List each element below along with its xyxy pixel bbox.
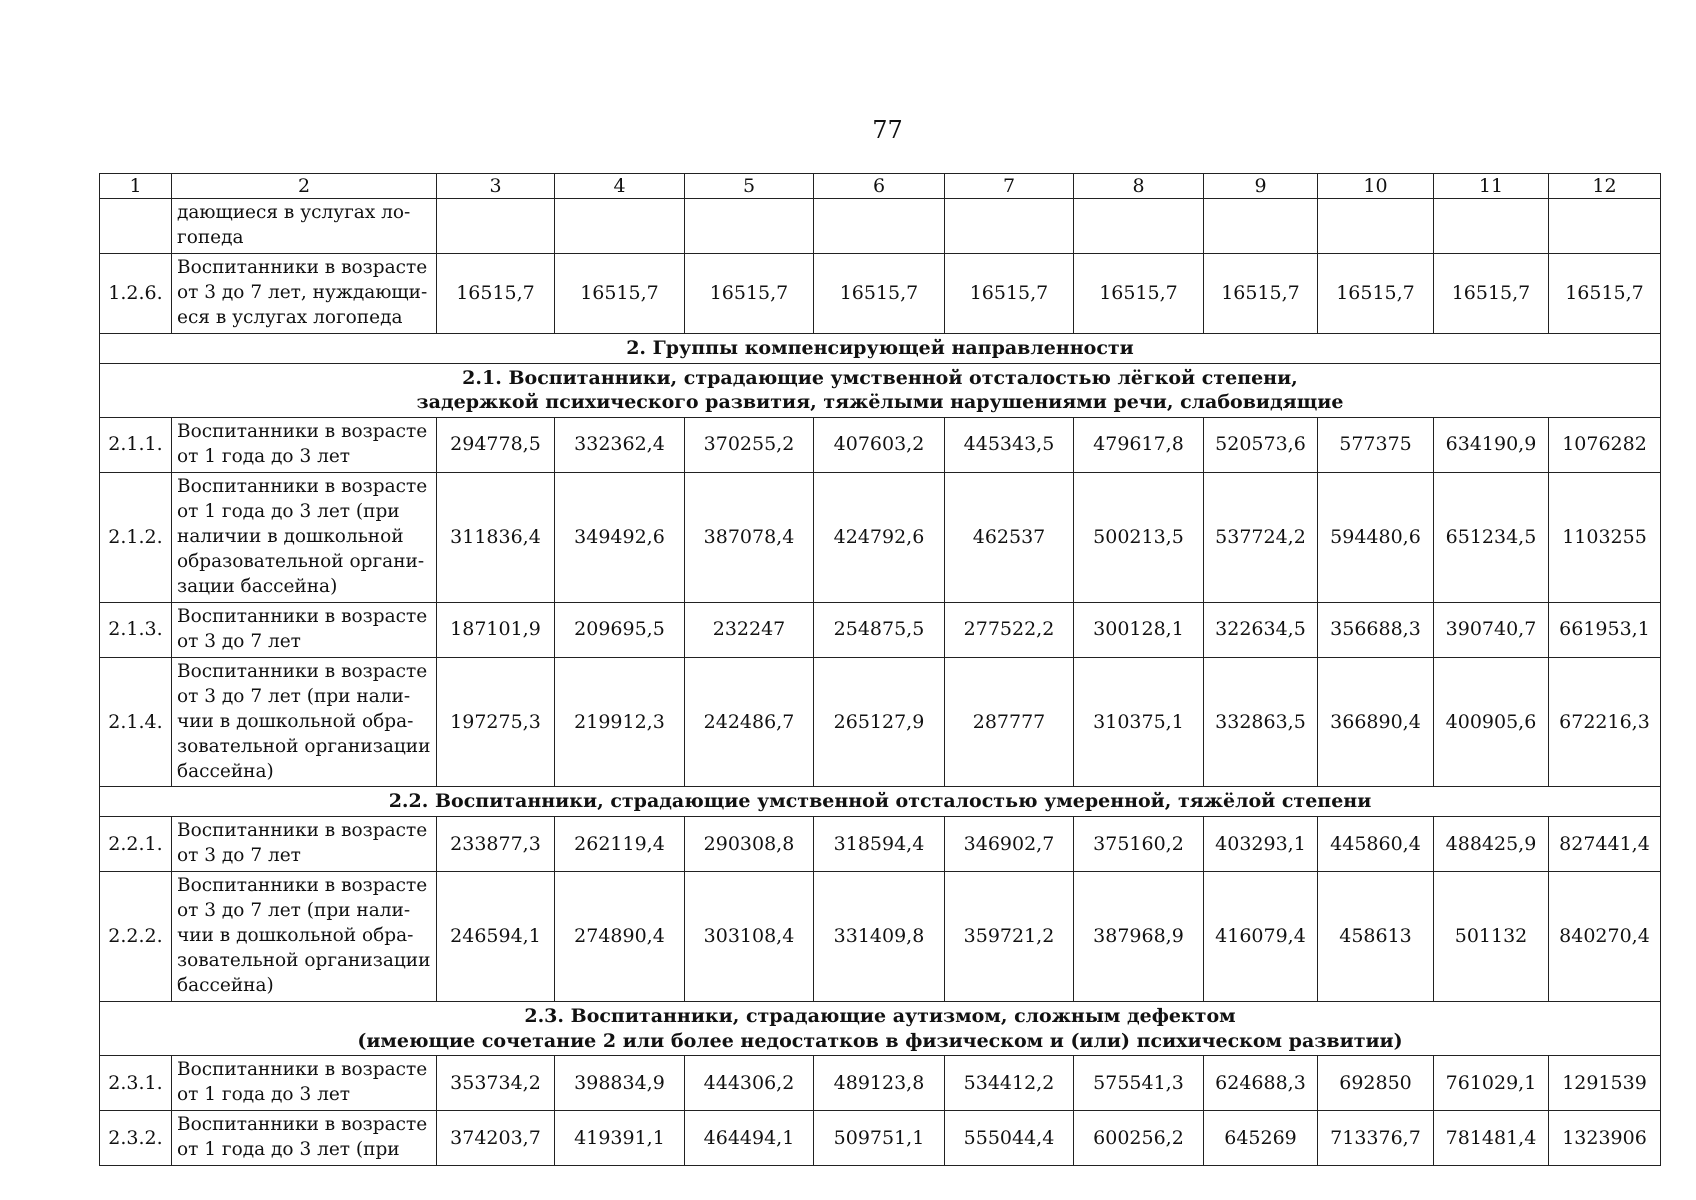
table-row [100, 657, 1661, 787]
table-row [100, 417, 1661, 472]
table-row [100, 817, 1661, 872]
row-code: 2.1.1. [100, 417, 172, 472]
description-line: гопеда [177, 226, 244, 248]
value-cell: 464494,1 [685, 1111, 814, 1166]
value-cell: 501132 [1434, 872, 1549, 1002]
value-cell: 594480,6 [1318, 472, 1434, 602]
value-cell: 761029,1 [1434, 1056, 1549, 1111]
value-cell: 445343,5 [945, 417, 1074, 472]
column-number: 6 [814, 174, 945, 199]
row-description [172, 817, 437, 872]
row-code: 2.1.4. [100, 657, 172, 787]
value-cell: 16515,7 [945, 253, 1074, 333]
value-cell: 534412,2 [945, 1056, 1074, 1111]
value-cell: 274890,4 [555, 872, 685, 1002]
value-cell: 232247 [685, 602, 814, 657]
description-line: от 3 до 7 лет, нуждающи- [177, 281, 428, 303]
table-row [100, 253, 1661, 333]
value-cell: 322634,5 [1204, 602, 1318, 657]
description-line: Воспитанники в возрасте [177, 475, 428, 497]
value-cell: 390740,7 [1434, 602, 1549, 657]
value-cell: 1103255 [1549, 472, 1661, 602]
value-cell: 500213,5 [1074, 472, 1204, 602]
description-line: от 3 до 7 лет (при нали- [177, 900, 411, 922]
value-cell: 300128,1 [1074, 602, 1204, 657]
row-code: 2.3.2. [100, 1111, 172, 1166]
value-cell: 387078,4 [685, 472, 814, 602]
value-cell: 488425,9 [1434, 817, 1549, 872]
value-cell: 16515,7 [555, 253, 685, 333]
value-cell: 827441,4 [1549, 817, 1661, 872]
value-cell: 331409,8 [814, 872, 945, 1002]
column-number: 9 [1204, 174, 1318, 199]
section-heading [100, 363, 1661, 417]
value-cell: 387968,9 [1074, 872, 1204, 1002]
row-description [172, 1111, 437, 1166]
description-line: дающиеся в услугах ло- [177, 202, 411, 223]
page-number: 77 [872, 116, 903, 144]
description-line: от 3 до 7 лет [177, 845, 301, 867]
value-cell: 1291539 [1549, 1056, 1661, 1111]
value-cell: 416079,4 [1204, 872, 1318, 1002]
value-cell: 187101,9 [437, 602, 555, 657]
value-cell: 419391,1 [555, 1111, 685, 1166]
value-cell: 303108,4 [685, 872, 814, 1002]
row-description [172, 657, 437, 787]
table-row [100, 472, 1661, 602]
description-line: от 1 года до 3 лет [177, 1084, 351, 1106]
value-cell: 356688,3 [1318, 602, 1434, 657]
value-cell: 242486,7 [685, 657, 814, 787]
row-description [172, 253, 437, 333]
value-cell: 277522,2 [945, 602, 1074, 657]
row-code: 1.2.6. [100, 253, 172, 333]
value-cell: 346902,7 [945, 817, 1074, 872]
description-line: бассейна) [177, 760, 274, 782]
row-description [172, 1056, 437, 1111]
column-number: 10 [1318, 174, 1434, 199]
value-cell: 233877,3 [437, 817, 555, 872]
value-cell: 840270,4 [1549, 872, 1661, 1002]
row-description [172, 472, 437, 602]
section-heading-line: 2.3. Воспитанники, страдающие аутизмом, сложным дефектом [524, 1004, 1236, 1027]
value-cell: 577375 [1318, 417, 1434, 472]
value-cell: 600256,2 [1074, 1111, 1204, 1166]
section-row [100, 333, 1661, 363]
description-line: от 1 года до 3 лет (при [177, 1139, 400, 1161]
value-cell: 265127,9 [814, 657, 945, 787]
description-line: образовательной органи- [177, 550, 425, 572]
row-code: 2.1.2. [100, 472, 172, 602]
value-cell: 713376,7 [1318, 1111, 1434, 1166]
description-line: Воспитанники в возрасте [177, 420, 428, 442]
description-line: Воспитанники в возрасте [177, 1059, 428, 1081]
row-code: 2.2.2. [100, 872, 172, 1002]
description-line: наличии в дошкольной [177, 525, 404, 547]
row-description [172, 872, 437, 1002]
value-cell: 781481,4 [1434, 1111, 1549, 1166]
value-cell: 246594,1 [437, 872, 555, 1002]
description-line: Воспитанники в возрасте [177, 820, 428, 842]
value-cell: 287777 [945, 657, 1074, 787]
column-number: 8 [1074, 174, 1204, 199]
table-row [100, 1056, 1661, 1111]
value-cell: 692850 [1318, 1056, 1434, 1111]
column-number-row [100, 174, 1661, 199]
section-heading-line: (имеющие сочетание 2 или более недостатков в физическом и (или) психическом развитии) [357, 1029, 1403, 1052]
value-cell: 310375,1 [1074, 657, 1204, 787]
column-number: 12 [1549, 174, 1661, 199]
value-cell: 254875,5 [814, 602, 945, 657]
value-cell: 16515,7 [814, 253, 945, 333]
value-cell: 400905,6 [1434, 657, 1549, 787]
column-number: 7 [945, 174, 1074, 199]
section-heading [100, 1001, 1661, 1055]
value-cell: 353734,2 [437, 1056, 555, 1111]
value-cell: 398834,9 [555, 1056, 685, 1111]
row-description [172, 199, 437, 254]
value-cell: 197275,3 [437, 657, 555, 787]
value-cell: 672216,3 [1549, 657, 1661, 787]
value-cell: 479617,8 [1074, 417, 1204, 472]
section-row [100, 787, 1661, 817]
column-number: 11 [1434, 174, 1549, 199]
value-cell: 311836,4 [437, 472, 555, 602]
value-cell: 290308,8 [685, 817, 814, 872]
column-number: 4 [555, 174, 685, 199]
value-cell: 349492,6 [555, 472, 685, 602]
value-cell: 407603,2 [814, 417, 945, 472]
value-cell: 209695,5 [555, 602, 685, 657]
section-heading-line: 2.1. Воспитанники, страдающие умственной отсталостью лёгкой степени, [462, 366, 1298, 389]
description-line: Воспитанники в возрасте [177, 256, 428, 278]
continuation-row [100, 199, 1661, 254]
description-line: чии в дошкольной обра- [177, 925, 414, 947]
value-cell: 509751,1 [814, 1111, 945, 1166]
value-cell: 16515,7 [685, 253, 814, 333]
value-cell: 1076282 [1549, 417, 1661, 472]
description-line: зовательной организации [177, 950, 431, 971]
value-cell: 403293,1 [1204, 817, 1318, 872]
section-row [100, 1001, 1661, 1055]
column-number: 1 [100, 174, 172, 199]
tariff-table [99, 173, 1661, 1166]
value-cell: 16515,7 [1318, 253, 1434, 333]
value-cell: 462537 [945, 472, 1074, 602]
row-description [172, 417, 437, 472]
column-number: 3 [437, 174, 555, 199]
value-cell: 445860,4 [1318, 817, 1434, 872]
value-cell: 332362,4 [555, 417, 685, 472]
description-line: от 3 до 7 лет [177, 630, 301, 652]
value-cell: 219912,3 [555, 657, 685, 787]
description-line: от 1 года до 3 лет [177, 445, 351, 467]
value-cell: 262119,4 [555, 817, 685, 872]
value-cell: 318594,4 [814, 817, 945, 872]
value-cell: 489123,8 [814, 1056, 945, 1111]
table-row [100, 602, 1661, 657]
column-number: 5 [685, 174, 814, 199]
description-line: Воспитанники в возрасте [177, 660, 428, 682]
value-cell: 16515,7 [1074, 253, 1204, 333]
table-row [100, 1111, 1661, 1166]
column-number: 2 [172, 174, 437, 199]
value-cell: 16515,7 [1434, 253, 1549, 333]
value-cell: 16515,7 [1549, 253, 1661, 333]
value-cell: 444306,2 [685, 1056, 814, 1111]
row-code: 2.3.1. [100, 1056, 172, 1111]
value-cell: 366890,4 [1318, 657, 1434, 787]
description-line: от 1 года до 3 лет (при [177, 500, 400, 522]
description-line: зации бассейна) [177, 575, 338, 597]
description-line: чии в дошкольной обра- [177, 710, 414, 732]
section-heading: 2. Группы компенсирующей направленности [100, 333, 1661, 363]
description-line: Воспитанники в возрасте [177, 605, 428, 627]
description-line: бассейна) [177, 974, 274, 996]
value-cell: 16515,7 [1204, 253, 1318, 333]
row-code: 2.2.1. [100, 817, 172, 872]
description-line: Воспитанники в возрасте [177, 875, 428, 897]
value-cell: 520573,6 [1204, 417, 1318, 472]
value-cell: 359721,2 [945, 872, 1074, 1002]
value-cell: 294778,5 [437, 417, 555, 472]
value-cell: 332863,5 [1204, 657, 1318, 787]
value-cell: 555044,4 [945, 1111, 1074, 1166]
value-cell: 624688,3 [1204, 1056, 1318, 1111]
value-cell: 16515,7 [437, 253, 555, 333]
section-heading: 2.2. Воспитанники, страдающие умственной отсталостью умеренной, тяжёлой степени [100, 787, 1661, 817]
value-cell: 424792,6 [814, 472, 945, 602]
value-cell: 634190,9 [1434, 417, 1549, 472]
table-row [100, 872, 1661, 1002]
value-cell: 1323906 [1549, 1111, 1661, 1166]
value-cell: 370255,2 [685, 417, 814, 472]
value-cell: 651234,5 [1434, 472, 1549, 602]
description-line: еся в услугах логопеда [177, 306, 403, 328]
value-cell: 537724,2 [1204, 472, 1318, 602]
value-cell: 645269 [1204, 1111, 1318, 1166]
section-row [100, 363, 1661, 417]
section-heading-line: задержкой психического развития, тяжёлыми нарушениями речи, слабовидящие [416, 391, 1344, 414]
description-line: зовательной организации [177, 735, 431, 757]
row-description [172, 602, 437, 657]
value-cell: 458613 [1318, 872, 1434, 1002]
row-code [100, 199, 172, 254]
value-cell: 374203,7 [437, 1111, 555, 1166]
row-code: 2.1.3. [100, 602, 172, 657]
value-cell: 661953,1 [1549, 602, 1661, 657]
value-cell: 375160,2 [1074, 817, 1204, 872]
value-cell: 575541,3 [1074, 1056, 1204, 1111]
description-line: от 3 до 7 лет (при нали- [177, 685, 411, 707]
description-line: Воспитанники в возрасте [177, 1114, 428, 1136]
